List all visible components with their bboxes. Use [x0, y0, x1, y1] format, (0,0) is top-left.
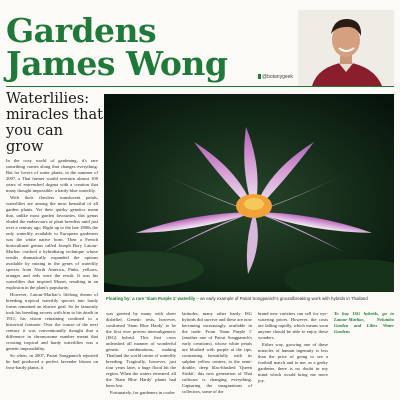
paragraph: In the cosy world of gardening, it's rare something comes along that changes everything. But for lovers of water plants, in the summer of 2007, a Thai farmer would overturn almost 100 years of entrenched dogma with a creation that many thought impossible: a hardy blue waterlily. — [6, 158, 98, 193]
article-column-5 — [334, 311, 394, 336]
article-column-3 — [182, 311, 252, 396]
waterlily-photo — [104, 94, 394, 292]
image-caption — [106, 296, 394, 302]
caption-lead: Floating by: a rare 'Siam Purple 1' waterlily — [106, 296, 196, 301]
section-title: Gardens — [6, 11, 157, 50]
paragraph: latitudes, many other hardy ISG hybrids did survive and these are now becoming increasingly available in the trade. From 'Siam Purple 1' (another one of Pairat Songpanich's early creations), whose white petals are blushed with purple at the tips, contrasting beautifully with its sulphur yellow centres, to the semi-double, deep lilac-blushed 'Queen Sirikit', this new generation of Thai cultivars is changing everything. Capturing the imaginations of collectors, some of the — [182, 311, 252, 394]
header-rule — [6, 86, 394, 87]
paragraph: So when, in 2007, Pairat Songpanich reported he had produced a perfect lavender bloom on frost-hardy plants, it — [6, 353, 98, 370]
author-photo — [298, 10, 394, 86]
caption-text: – an early example of Pairat Songpanich's groundbreaking work with hybrids in Thailand — [195, 296, 368, 301]
paragraph: With their flawless translucent petals, waterlilies are among the most beautiful of all garden plants. Yet their quirky genetics mean that, unlike most garden favourites, this genus eluded the endeavours of plant breeders until just over a century ago. Right up to the late 1800s the only waterlily available to European gardeners was the white native form. Then a French horticultural genius called Joseph Bory Latour-Marliac cracked a hybridising technique whose results dramatically expanded the options available by mixing in the genes of waterlily species from North America, Pinks, yellows, oranges and reds were the result. It was his waterlilies that inspired Monet, resulting in an explosion in the plant's popularity. — [6, 195, 98, 290]
paragraph: was greeted by many with sheer disbelief. Genetic tests, however, confirmed 'Siam Blue Hardy' to be the first ever proven intersubgeneric (ISG) hybrid. This first cross unleashed all manner of wonderful genetic combinations, making Thailand the world centre of waterlily breeding. Tragically, however, just four years later, a huge flood hit the region. When the waters retreated, all the 'Siam Blue Hardy' plants had been lost. — [106, 311, 176, 388]
article-column-1 — [6, 158, 98, 372]
article-column-2 — [106, 311, 176, 397]
buying-info: To buy ISG hybrids, go to Latour-Marliac, Nelumbo Garden and Lilies Water Gardens — [334, 311, 394, 334]
paragraph: Either way, growing one of these miracles of human ingenuity is less than the price of going to see a football match and to me, as a geeky gardener, there is no doubt in my mind which would bring me more joy. — [258, 342, 328, 383]
author-name: James Wong — [6, 44, 228, 83]
paragraph: Fortunately, for gardeners in cooler — [110, 390, 175, 395]
twitter-handle[interactable]: @botanygeek — [262, 74, 293, 80]
article-column-4 — [258, 311, 328, 385]
article-headline: Waterlilies: miracles that you can grow — [6, 91, 103, 155]
paragraph: However, Latour-Marliac's lifelong dream of breeding tropical waterlily species into hardy forms remained an elusive goal. So he famously took his breeding secrets with him to his death in 1911, his vision remaining confined to a historical footnote. Over the course of the next century it was conventionally thought that a difference in chromosome number meant that crossing tropical and hardy waterlilies was a genetic impossibility. — [6, 292, 98, 351]
twitter-icon — [258, 74, 261, 79]
paragraph: brand new varieties can sell for eye-watering prices. However, the costs are falling rapidly, which means soon anyone should be able to enjoy these wonders. — [258, 311, 328, 340]
